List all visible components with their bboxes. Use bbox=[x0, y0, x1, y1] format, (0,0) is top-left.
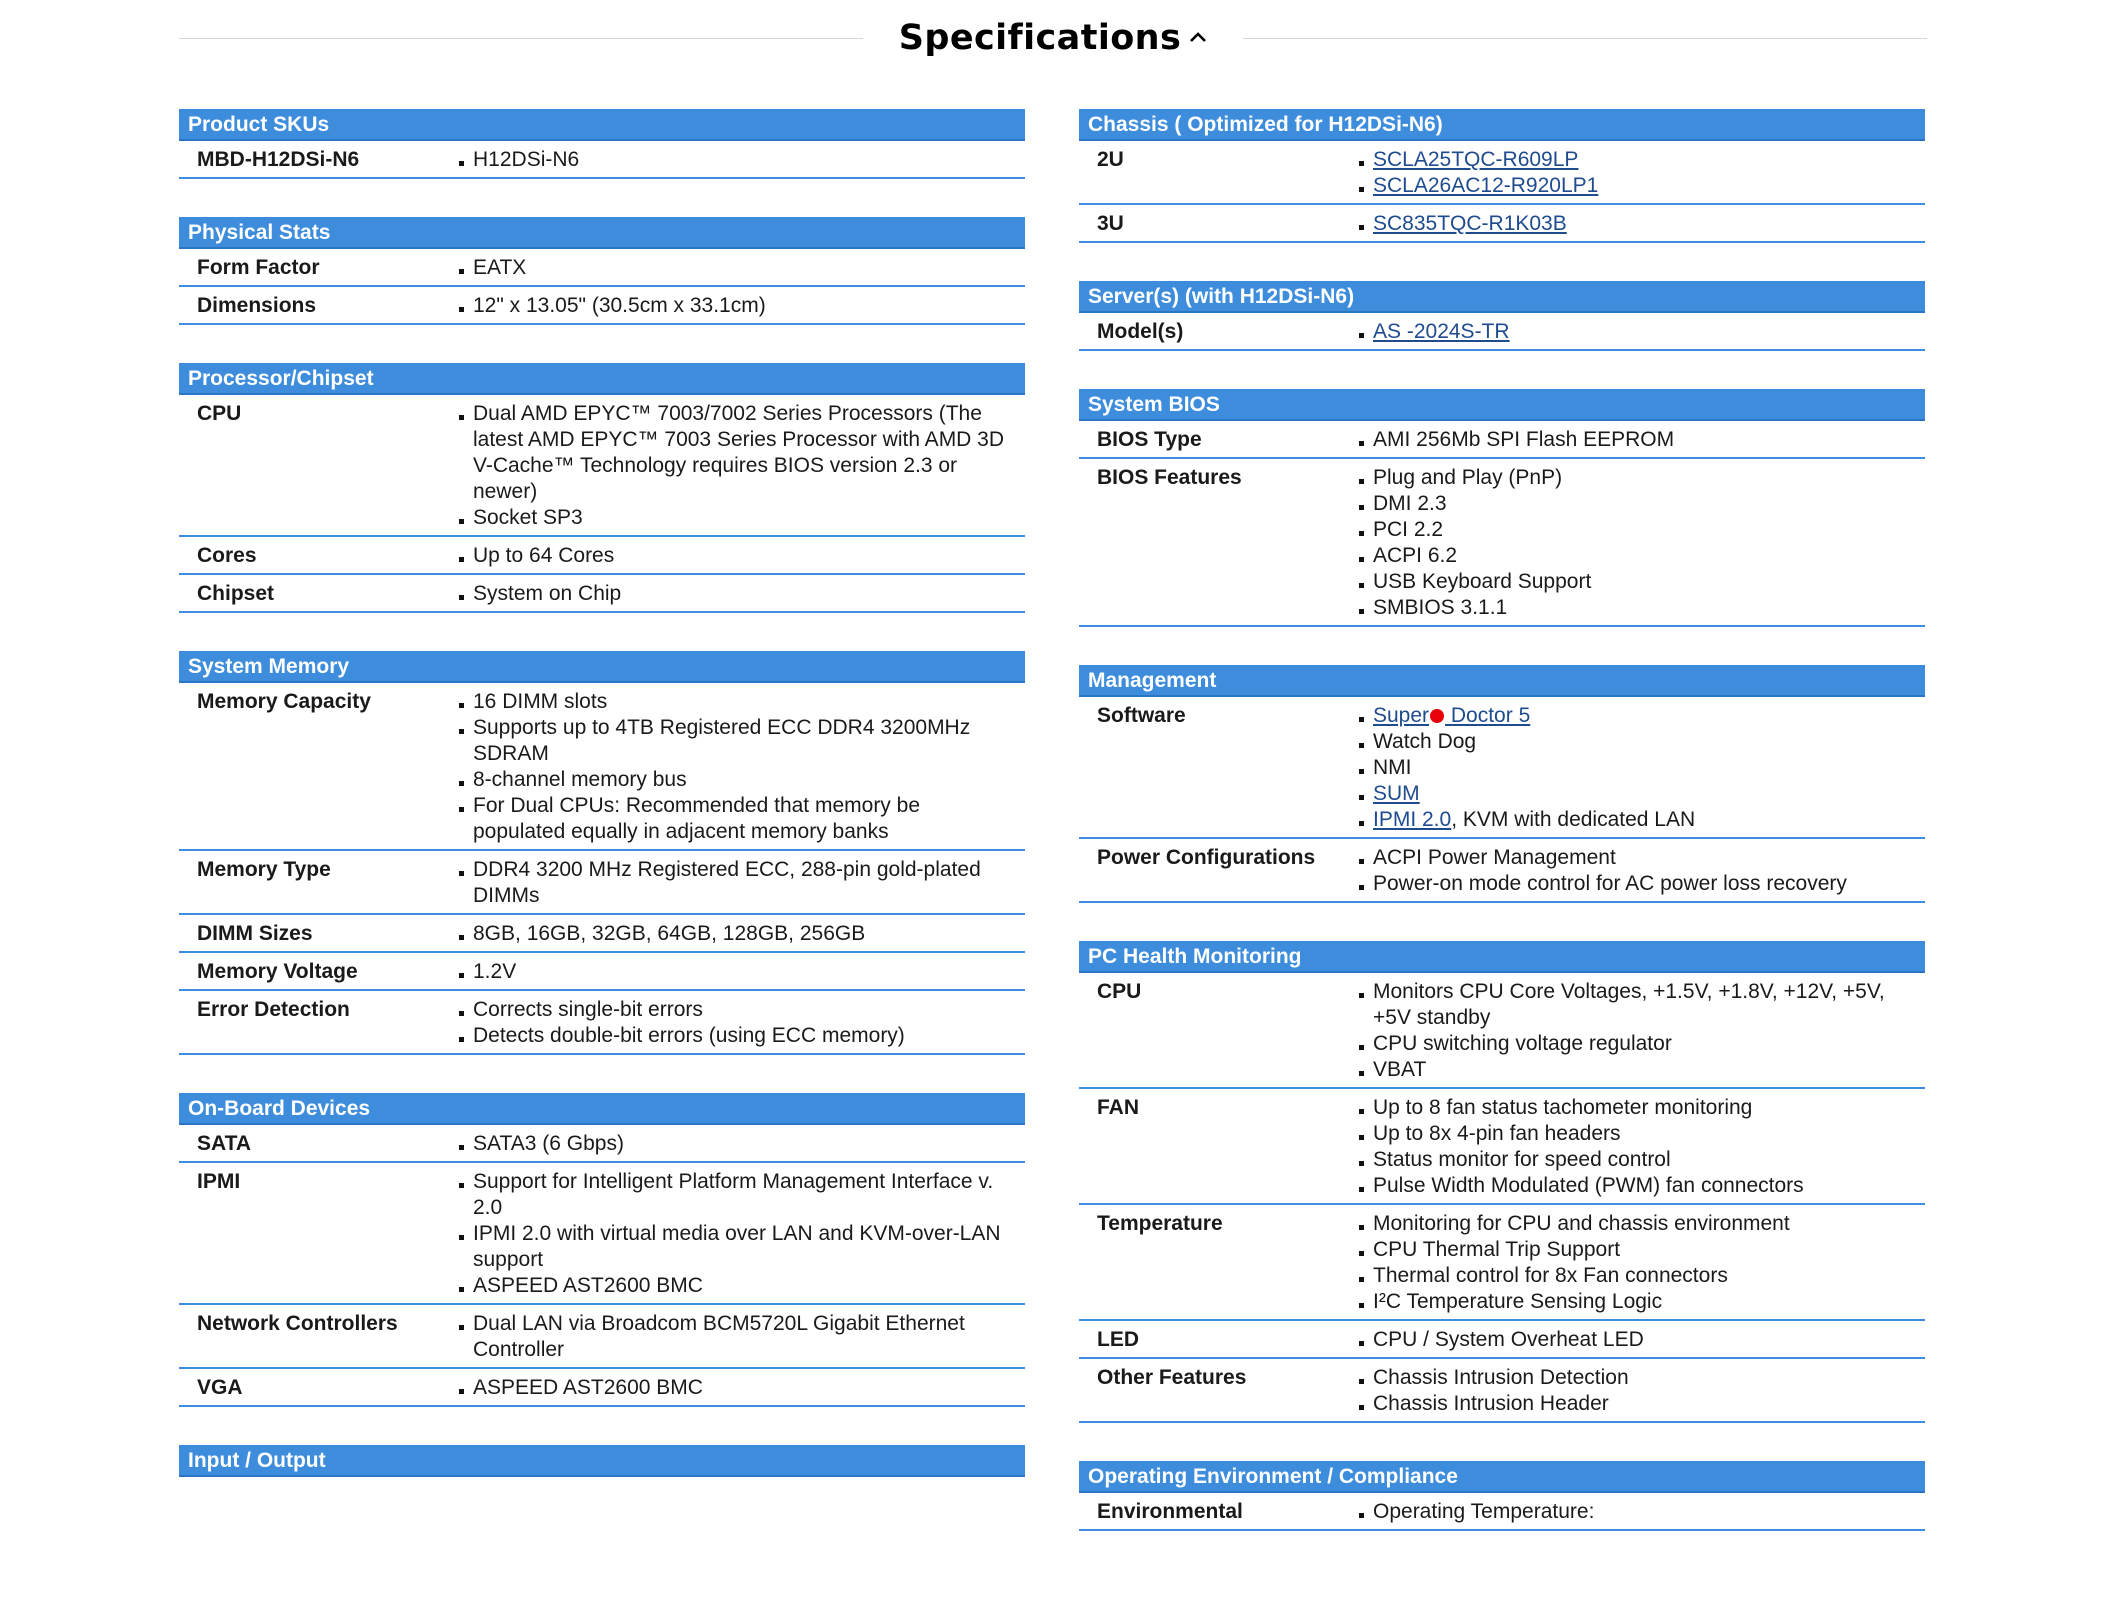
specifications-toggle[interactable] bbox=[863, 12, 1243, 58]
spec-value bbox=[459, 293, 1025, 319]
spec-value-item: I²C Temperature Sensing Logic bbox=[1359, 1289, 1905, 1315]
section-title: Input / Output bbox=[179, 1445, 1025, 1477]
as-2024s-tr-link[interactable]: AS -2024S-TR bbox=[1373, 320, 1510, 343]
spec-label: CPU bbox=[197, 402, 242, 425]
spec-label: Power Configurations bbox=[1097, 846, 1316, 869]
spec-row-mbd-h12dsi-n6 bbox=[179, 141, 1025, 179]
spec-value bbox=[459, 255, 1025, 281]
section-operating-environment-compliance bbox=[1079, 1461, 1925, 1531]
spec-value-item: Thermal control for 8x Fan connectors bbox=[1359, 1263, 1905, 1289]
sum-link[interactable]: SUM bbox=[1373, 782, 1420, 805]
spec-label: Environmental bbox=[1097, 1500, 1243, 1523]
spec-value-item: CPU / System Overheat LED bbox=[1359, 1327, 1905, 1353]
section-product-skus bbox=[179, 109, 1025, 179]
spec-value-item: Watch Dog bbox=[1359, 729, 1905, 755]
spec-row-memory-voltage bbox=[179, 953, 1025, 991]
spec-value bbox=[459, 921, 1025, 947]
spec-value-item[interactable] bbox=[1359, 781, 1905, 807]
spec-value-item: Monitoring for CPU and chassis environment bbox=[1359, 1211, 1905, 1237]
section-input-output bbox=[179, 1445, 1025, 1477]
spec-row-power-configurations bbox=[1079, 839, 1925, 903]
sc835tqc-r1k03b-link[interactable]: SC835TQC-R1K03B bbox=[1373, 212, 1567, 235]
spec-value bbox=[459, 1169, 1025, 1299]
spec-row-chipset bbox=[179, 575, 1025, 613]
spec-value bbox=[1359, 979, 1925, 1083]
scla26ac12-r920lp1-link[interactable]: SCLA26AC12-R920LP1 bbox=[1373, 174, 1599, 197]
spec-value bbox=[1359, 427, 1925, 453]
spec-value bbox=[1359, 1499, 1925, 1525]
spec-value-item: IPMI 2.0, KVM with dedicated LAN bbox=[1359, 807, 1905, 833]
section-title: Physical Stats bbox=[179, 217, 1025, 249]
spec-label: Memory Type bbox=[197, 858, 331, 881]
section-title: Management bbox=[1079, 665, 1925, 697]
spec-row-dimm-sizes bbox=[179, 915, 1025, 953]
spec-value-item: DDR4 3200 MHz Registered ECC, 288-pin gold-plated DIMMs bbox=[459, 857, 1005, 909]
spec-value bbox=[1359, 465, 1925, 621]
spec-row-form-factor bbox=[179, 249, 1025, 287]
section-processor-chipset bbox=[179, 363, 1025, 613]
spec-label: MBD-H12DSi-N6 bbox=[197, 148, 360, 171]
spec-value bbox=[1359, 703, 1925, 833]
spec-value-item: 8GB, 16GB, 32GB, 64GB, 128GB, 256GB bbox=[459, 921, 1005, 947]
spec-value bbox=[1359, 319, 1925, 345]
spec-row-cores bbox=[179, 537, 1025, 575]
spec-row-ipmi bbox=[179, 1163, 1025, 1305]
spec-label: Dimensions bbox=[197, 294, 317, 317]
spec-label: VGA bbox=[197, 1376, 243, 1399]
spec-label: Network Controllers bbox=[197, 1312, 398, 1335]
section-title: System BIOS bbox=[1079, 389, 1925, 421]
spec-value-item[interactable] bbox=[1359, 147, 1905, 173]
spec-value-item: Up to 8x 4-pin fan headers bbox=[1359, 1121, 1905, 1147]
spec-label: Memory Voltage bbox=[197, 960, 358, 983]
spec-label: Temperature bbox=[1097, 1212, 1223, 1235]
spec-value-item: Up to 64 Cores bbox=[459, 543, 1005, 569]
spec-value-item: ASPEED AST2600 BMC bbox=[459, 1375, 1005, 1401]
spec-label: Cores bbox=[197, 544, 257, 567]
spec-label: Other Features bbox=[1097, 1366, 1247, 1389]
spec-row-model-s bbox=[1079, 313, 1925, 351]
spec-value bbox=[459, 857, 1025, 909]
section-title: Product SKUs bbox=[179, 109, 1025, 141]
spec-row-memory-type bbox=[179, 851, 1025, 915]
spec-value-item: Plug and Play (PnP) bbox=[1359, 465, 1905, 491]
spec-value-item: Dual AMD EPYC™ 7003/7002 Series Processors (The latest AMD EPYC™ 7003 Series Processor with AMD 3D V-Cache™ Technology requires BIOS version 2.3 or newer) bbox=[459, 401, 1005, 505]
spec-value-item: CPU Thermal Trip Support bbox=[1359, 1237, 1905, 1263]
spec-value-item: 16 DIMM slots bbox=[459, 689, 1005, 715]
spec-label: Error Detection bbox=[197, 998, 350, 1021]
specifications-header bbox=[0, 0, 2106, 74]
spec-value-item: Support for Intelligent Platform Management Interface v. 2.0 bbox=[459, 1169, 1005, 1221]
section-physical-stats bbox=[179, 217, 1025, 325]
spec-value-item: NMI bbox=[1359, 755, 1905, 781]
spec-value-item: Dual LAN via Broadcom BCM5720L Gigabit Ethernet Controller bbox=[459, 1311, 1005, 1363]
spec-value-item: H12DSi-N6 bbox=[459, 147, 1005, 173]
spec-row-other-features bbox=[1079, 1359, 1925, 1423]
left-spec-column bbox=[179, 109, 1025, 1515]
spec-label: BIOS Features bbox=[1097, 466, 1242, 489]
spec-value-item: Status monitor for speed control bbox=[1359, 1147, 1905, 1173]
spec-value bbox=[459, 147, 1025, 173]
spec-value-item: PCI 2.2 bbox=[1359, 517, 1905, 543]
header-rule-left bbox=[179, 38, 863, 39]
spec-value-item: ASPEED AST2600 BMC bbox=[459, 1273, 1005, 1299]
section-management bbox=[1079, 665, 1925, 903]
spec-value bbox=[1359, 1327, 1925, 1353]
spec-label: 3U bbox=[1097, 212, 1124, 235]
spec-label: SATA bbox=[197, 1132, 252, 1155]
spec-value bbox=[459, 1311, 1025, 1363]
spec-value bbox=[459, 543, 1025, 569]
spec-label: Memory Capacity bbox=[197, 690, 371, 713]
spec-row-bios-type bbox=[1079, 421, 1925, 459]
spec-row-cpu bbox=[1079, 973, 1925, 1089]
spec-value-item: Chassis Intrusion Detection bbox=[1359, 1365, 1905, 1391]
spec-row-3u bbox=[1079, 205, 1925, 243]
spec-label: CPU bbox=[1097, 980, 1142, 1003]
spec-value-item: For Dual CPUs: Recommended that memory be populated equally in adjacent memory banks bbox=[459, 793, 1005, 845]
spec-label: Form Factor bbox=[197, 256, 320, 279]
spec-value bbox=[1359, 147, 1925, 199]
pointer-cursor-dot bbox=[1430, 709, 1444, 723]
spec-value bbox=[459, 997, 1025, 1049]
spec-value bbox=[459, 959, 1025, 985]
spec-value-item: Monitors CPU Core Voltages, +1.5V, +1.8V, +12V, +5V, +5V standby bbox=[1359, 979, 1905, 1031]
spec-value-item[interactable] bbox=[1359, 319, 1905, 345]
spec-label: IPMI bbox=[197, 1170, 241, 1193]
spec-value-item[interactable] bbox=[1359, 703, 1905, 729]
spec-row-sata bbox=[179, 1125, 1025, 1163]
section-server-s-with-h12dsi-n6 bbox=[1079, 281, 1925, 351]
spec-value bbox=[1359, 211, 1925, 237]
spec-row-led bbox=[1079, 1321, 1925, 1359]
superdoctor-link[interactable]: Super Doctor 5 bbox=[1373, 704, 1531, 727]
spec-label: DIMM Sizes bbox=[197, 922, 313, 945]
spec-value bbox=[459, 581, 1025, 607]
spec-value bbox=[1359, 1095, 1925, 1199]
spec-value-item: System on Chip bbox=[459, 581, 1005, 607]
spec-value bbox=[1359, 1211, 1925, 1315]
section-title: PC Health Monitoring bbox=[1079, 941, 1925, 973]
section-title: System Memory bbox=[179, 651, 1025, 683]
spec-row-fan bbox=[1079, 1089, 1925, 1205]
spec-value-item: Supports up to 4TB Registered ECC DDR4 3200MHz SDRAM bbox=[459, 715, 1005, 767]
spec-value-item: Pulse Width Modulated (PWM) fan connectors bbox=[1359, 1173, 1905, 1199]
section-system-bios bbox=[1079, 389, 1925, 627]
spec-value-item: IPMI 2.0 with virtual media over LAN and KVM-over-LAN support bbox=[459, 1221, 1005, 1273]
spec-value-item: 12" x 13.05" (30.5cm x 33.1cm) bbox=[459, 293, 1005, 319]
spec-row-memory-capacity bbox=[179, 683, 1025, 851]
section-pc-health-monitoring bbox=[1079, 941, 1925, 1423]
spec-value-item: Chassis Intrusion Header bbox=[1359, 1391, 1905, 1417]
spec-row-software bbox=[1079, 697, 1925, 839]
spec-value-item: SATA3 (6 Gbps) bbox=[459, 1131, 1005, 1157]
spec-value bbox=[459, 1131, 1025, 1157]
ipmi-link[interactable]: IPMI 2.0 bbox=[1373, 808, 1452, 831]
spec-value-item: SMBIOS 3.1.1 bbox=[1359, 595, 1905, 621]
spec-value-item: Corrects single-bit errors bbox=[459, 997, 1005, 1023]
spec-label: Model(s) bbox=[1097, 320, 1184, 343]
spec-value-item[interactable] bbox=[1359, 173, 1905, 199]
spec-row-environmental bbox=[1079, 1493, 1925, 1531]
spec-value-item: 8-channel memory bus bbox=[459, 767, 1005, 793]
spec-value-item: ACPI Power Management bbox=[1359, 845, 1905, 871]
spec-value-item: AMI 256Mb SPI Flash EEPROM bbox=[1359, 427, 1905, 453]
spec-value-item: EATX bbox=[459, 255, 1005, 281]
spec-label: 2U bbox=[1097, 148, 1124, 171]
spec-value-item: DMI 2.3 bbox=[1359, 491, 1905, 517]
section-title: On-Board Devices bbox=[179, 1093, 1025, 1125]
spec-value-item: Socket SP3 bbox=[459, 505, 1005, 531]
spec-value-item: VBAT bbox=[1359, 1057, 1905, 1083]
spec-row-dimensions bbox=[179, 287, 1025, 325]
page-title: Specifications bbox=[898, 18, 1182, 58]
section-on-board-devices bbox=[179, 1093, 1025, 1407]
spec-value-item: CPU switching voltage regulator bbox=[1359, 1031, 1905, 1057]
spec-value bbox=[459, 401, 1025, 531]
section-system-memory bbox=[179, 651, 1025, 1055]
spec-label: BIOS Type bbox=[1097, 428, 1202, 451]
spec-value bbox=[459, 1375, 1025, 1401]
spec-value-item: Detects double-bit errors (using ECC memory) bbox=[459, 1023, 1005, 1049]
section-title: Chassis ( Optimized for H12DSi-N6) bbox=[1079, 109, 1925, 141]
spec-row-network-controllers bbox=[179, 1305, 1025, 1369]
spec-value-item: USB Keyboard Support bbox=[1359, 569, 1905, 595]
right-spec-column bbox=[1079, 109, 1925, 1569]
spec-value bbox=[459, 689, 1025, 845]
spec-label: Chipset bbox=[197, 582, 275, 605]
spec-row-error-detection bbox=[179, 991, 1025, 1055]
section-chassis-optimized-for-h12dsi-n6 bbox=[1079, 109, 1925, 243]
spec-value-item: 1.2V bbox=[459, 959, 1005, 985]
spec-value-item: Up to 8 fan status tachometer monitoring bbox=[1359, 1095, 1905, 1121]
spec-value-item: ACPI 6.2 bbox=[1359, 543, 1905, 569]
spec-row-bios-features bbox=[1079, 459, 1925, 627]
header-rule-right bbox=[1243, 38, 1927, 39]
scla25tqc-r609lp-link[interactable]: SCLA25TQC-R609LP bbox=[1373, 148, 1579, 171]
spec-value-item[interactable] bbox=[1359, 211, 1905, 237]
spec-label: FAN bbox=[1097, 1096, 1139, 1119]
spec-row-cpu bbox=[179, 395, 1025, 537]
spec-value bbox=[1359, 1365, 1925, 1417]
section-title: Server(s) (with H12DSi-N6) bbox=[1079, 281, 1925, 313]
spec-value-item: Power-on mode control for AC power loss recovery bbox=[1359, 871, 1905, 897]
spec-label: Software bbox=[1097, 704, 1186, 727]
spec-row-2u bbox=[1079, 141, 1925, 205]
spec-label: LED bbox=[1097, 1328, 1139, 1351]
spec-row-vga bbox=[179, 1369, 1025, 1407]
section-title: Operating Environment / Compliance bbox=[1079, 1461, 1925, 1493]
spec-value-item: Operating Temperature: bbox=[1359, 1499, 1905, 1525]
spec-row-temperature bbox=[1079, 1205, 1925, 1321]
section-title: Processor/Chipset bbox=[179, 363, 1025, 395]
spec-value bbox=[1359, 845, 1925, 897]
chevron-up-icon bbox=[1189, 12, 1207, 52]
